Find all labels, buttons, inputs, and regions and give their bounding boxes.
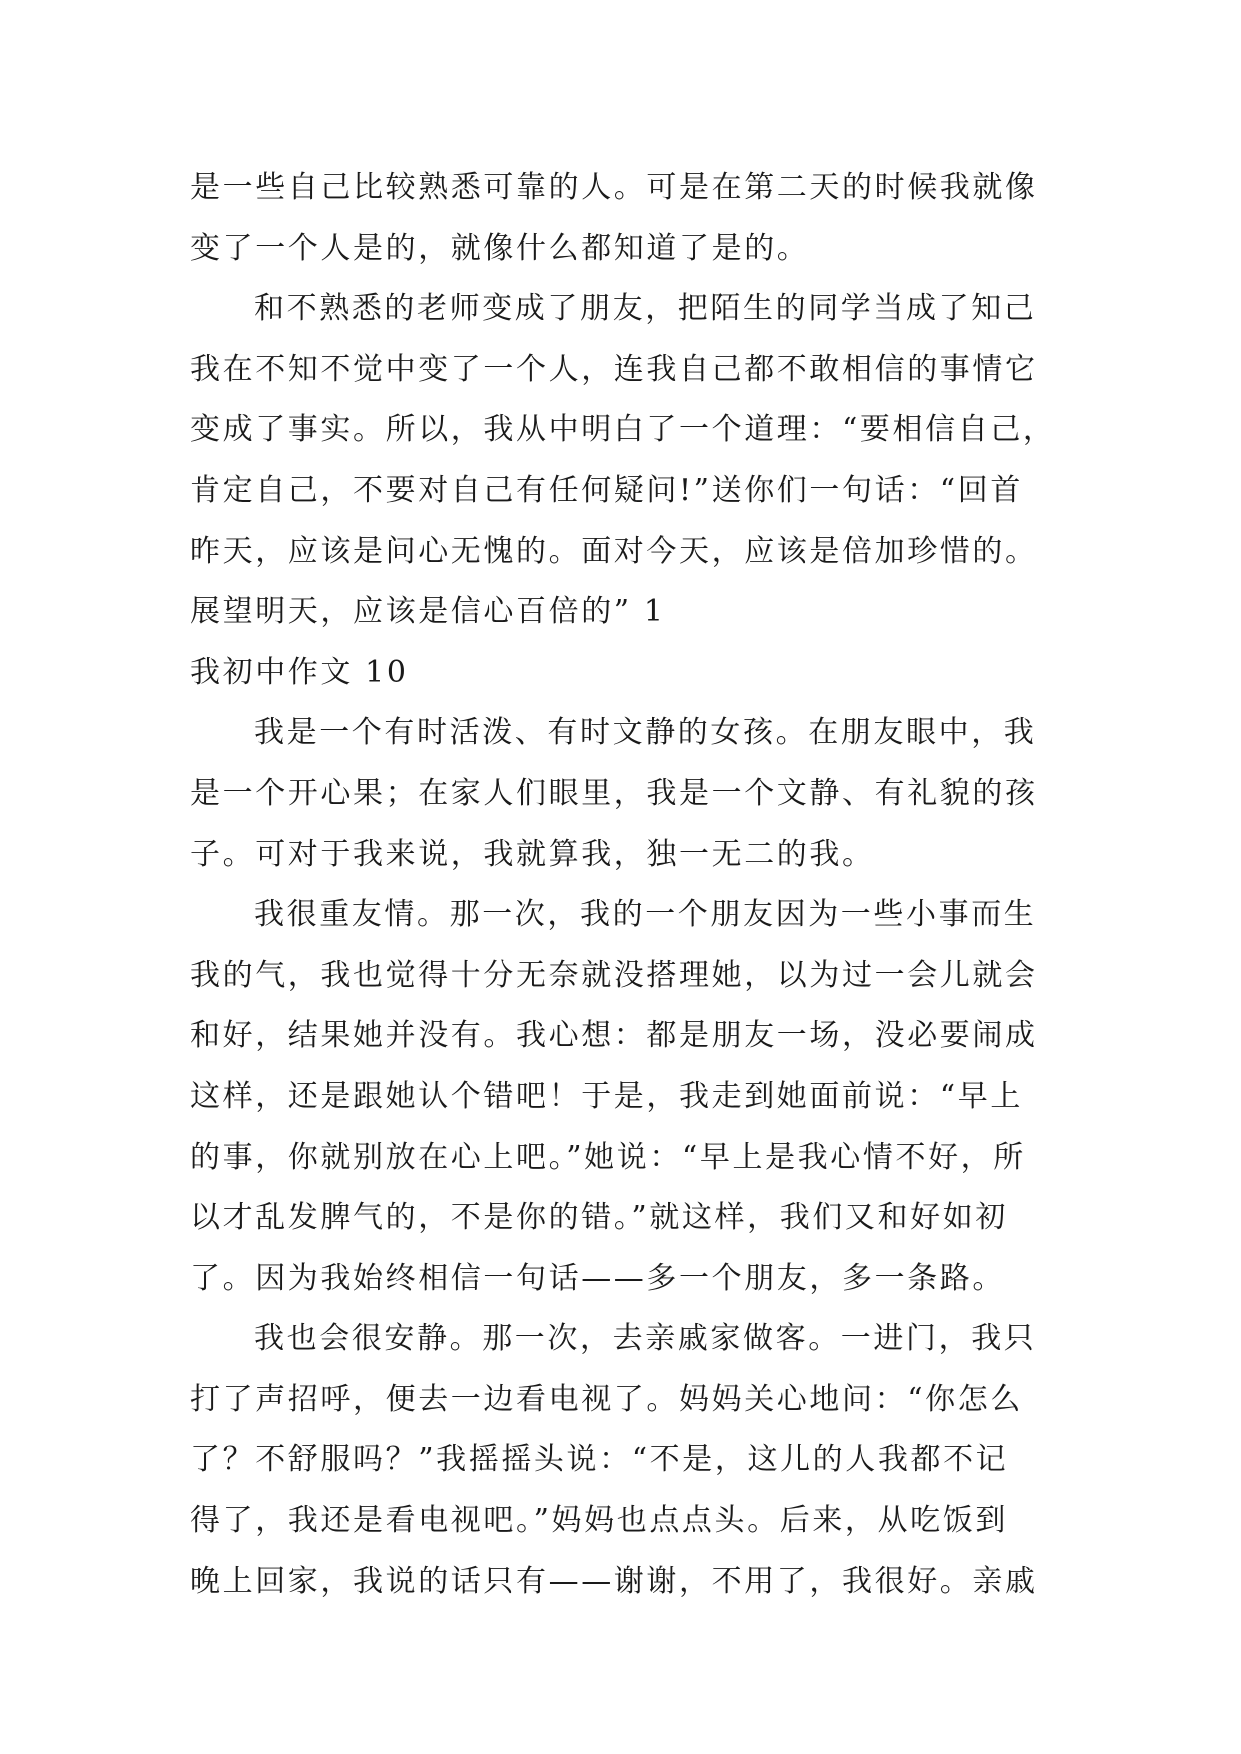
text-line: 肯定自己，不要对自己有任何疑问!”送你们一句话：“回首 xyxy=(190,472,1023,508)
paragraph-start-line: 我也会很安静。那一次，去亲戚家做客。一进门，我只 xyxy=(254,1321,1037,1357)
paragraph-start-line: 和不熟悉的老师变成了朋友，把陌生的同学当成了知己 xyxy=(254,291,1037,327)
text-line: 展望明天，应该是信心百倍的” 1 xyxy=(190,594,666,630)
text-line: 这样，还是跟她认个错吧！于是，我走到她面前说：“早上 xyxy=(190,1078,1023,1114)
text-line: 得了，我还是看电视吧。”妈妈也点点头。后来，从吃饭到 xyxy=(190,1503,1008,1539)
text-line: 了。因为我始终相信一句话——多一个朋友，多一条路。 xyxy=(190,1260,1005,1296)
text-line: 我的气，我也觉得十分无奈就没搭理她，以为过一会儿就会 xyxy=(190,957,1038,993)
text-line: 昨天，应该是问心无愧的。面对今天，应该是倍加珍惜的。 xyxy=(190,533,1038,569)
text-line: 是一些自己比较熟悉可靠的人。可是在第二天的时候我就像 xyxy=(190,170,1038,205)
text-line: 是一个开心果；在家人们眼里，我是一个文静、有礼貌的孩 xyxy=(190,775,1038,811)
document-body xyxy=(190,158,1080,1612)
section-heading: 我初中作文 10 xyxy=(190,654,409,690)
text-line: 晚上回家，我说的话只有——谢谢，不用了，我很好。亲戚 xyxy=(190,1563,1038,1599)
paragraph-start-line: 我很重友情。那一次，我的一个朋友因为一些小事而生 xyxy=(254,897,1037,933)
text-line: 的事，你就别放在心上吧。”她说：“早上是我心情不好，所 xyxy=(190,1139,1026,1175)
text-line: 以才乱发脾气的，不是你的错。”就这样，我们又和好如初 xyxy=(190,1200,1008,1236)
paragraph-start-line: 我是一个有时活泼、有时文静的女孩。在朋友眼中，我 xyxy=(254,715,1037,751)
text-line: 变成了事实。所以，我从中明白了一个道理：“要相信自己， xyxy=(190,412,1056,448)
text-line: 打了声招呼，便去一边看电视了。妈妈关心地问：“你怎么 xyxy=(190,1381,1023,1417)
text-line: 了？不舒服吗？”我摇摇头说：“不是，这儿的人我都不记 xyxy=(190,1442,1009,1478)
text-line: 变了一个人是的，就像什么都知道了是的。 xyxy=(190,230,810,266)
text-line: 和好，结果她并没有。我心想：都是朋友一场，没必要闹成 xyxy=(190,1018,1038,1054)
text-line: 我在不知不觉中变了一个人，连我自己都不敢相信的事情它 xyxy=(190,351,1038,387)
text-line: 子。可对于我来说，我就算我，独一无二的我。 xyxy=(190,836,875,872)
